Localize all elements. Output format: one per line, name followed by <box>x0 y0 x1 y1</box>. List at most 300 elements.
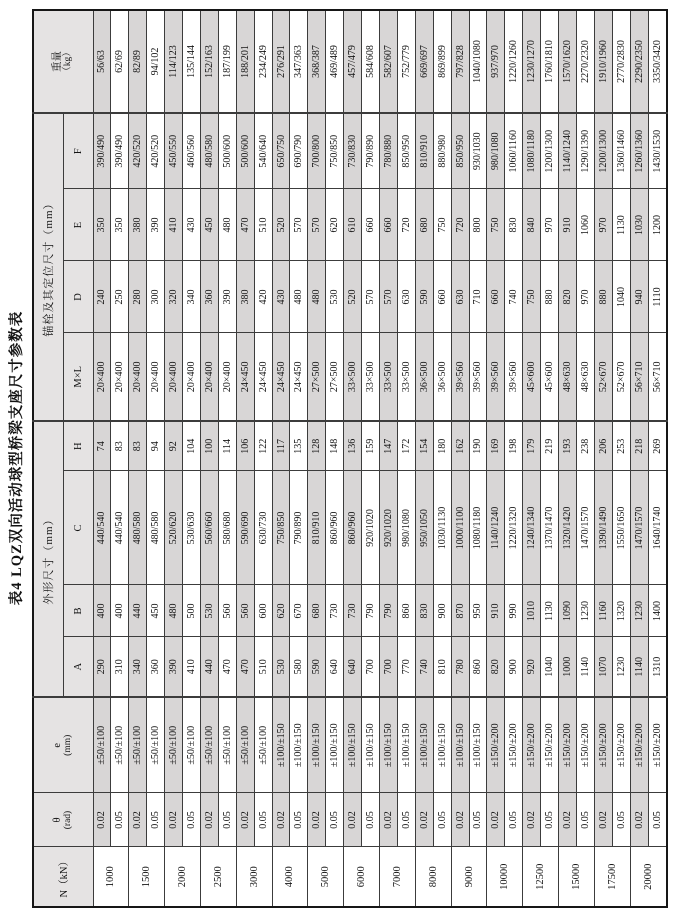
cell-h: 100 <box>200 421 218 471</box>
cell-a: 780 <box>451 637 469 697</box>
cell-n: 12500 <box>523 847 559 907</box>
cell-b: 600 <box>254 585 272 637</box>
cell-b: 1320 <box>612 585 630 637</box>
cell-w: 187/199 <box>218 10 236 113</box>
table-row <box>362 10 380 907</box>
cell-b: 400 <box>93 585 111 637</box>
cell-h: 193 <box>559 421 577 471</box>
cell-ee: 570 <box>290 189 308 261</box>
header-e-unit: (mm) <box>63 734 74 756</box>
cell-f: 790/890 <box>362 113 380 189</box>
table-row <box>111 10 129 907</box>
cell-a: 920 <box>523 637 541 697</box>
cell-theta: 0.02 <box>415 793 433 847</box>
cell-b: 1230 <box>576 585 594 637</box>
cell-b: 790 <box>362 585 380 637</box>
cell-w: 1760/1810 <box>541 10 559 113</box>
cell-d: 740 <box>505 261 523 333</box>
cell-b: 620 <box>272 585 290 637</box>
cell-ee: 680 <box>415 189 433 261</box>
cell-ml: 20×400 <box>93 333 111 421</box>
cell-d: 420 <box>254 261 272 333</box>
cell-c: 1390/1490 <box>594 471 612 585</box>
cell-c: 530/630 <box>183 471 201 585</box>
cell-ee: 510 <box>254 189 272 261</box>
cell-e: ±50/±100 <box>183 697 201 793</box>
table-row <box>165 10 183 907</box>
cell-a: 1310 <box>648 637 667 697</box>
cell-c: 1030/1130 <box>433 471 451 585</box>
bearing-dimension-table <box>32 9 668 908</box>
cell-w: 752/779 <box>397 10 415 113</box>
table-title: 表4 LQZ双向活动球型桥梁支座尺寸参数表 <box>9 310 25 606</box>
cell-c: 1370/1470 <box>541 471 559 585</box>
cell-theta: 0.05 <box>290 793 308 847</box>
header-f: F <box>63 113 93 189</box>
cell-f: 450/550 <box>165 113 183 189</box>
cell-d: 630 <box>451 261 469 333</box>
cell-ee: 610 <box>344 189 362 261</box>
cell-d: 1040 <box>612 261 630 333</box>
cell-ee: 970 <box>594 189 612 261</box>
cell-ml: 27×500 <box>308 333 326 421</box>
cell-d: 480 <box>290 261 308 333</box>
cell-f: 420/520 <box>147 113 165 189</box>
header-row-groups <box>33 10 63 907</box>
cell-ml: 20×400 <box>183 333 201 421</box>
cell-c: 560/660 <box>200 471 218 585</box>
cell-e: ±100/±150 <box>469 697 487 793</box>
cell-e: ±100/±150 <box>362 697 380 793</box>
cell-n: 17500 <box>594 847 630 907</box>
cell-ee: 830 <box>505 189 523 261</box>
cell-e: ±50/±100 <box>111 697 129 793</box>
cell-b: 1160 <box>594 585 612 637</box>
cell-a: 860 <box>469 637 487 697</box>
cell-w: 1230/1270 <box>523 10 541 113</box>
cell-e: ±100/±150 <box>272 697 290 793</box>
cell-c: 810/910 <box>308 471 326 585</box>
cell-e: ±50/±100 <box>147 697 165 793</box>
cell-ml: 20×400 <box>111 333 129 421</box>
cell-h: 269 <box>648 421 667 471</box>
cell-w: 669/697 <box>415 10 433 113</box>
table-row <box>218 10 236 907</box>
cell-f: 850/950 <box>397 113 415 189</box>
cell-w: 1570/1620 <box>559 10 577 113</box>
cell-e: ±100/±150 <box>326 697 344 793</box>
table-row <box>147 10 165 907</box>
cell-d: 570 <box>380 261 398 333</box>
cell-c: 860/960 <box>344 471 362 585</box>
cell-n: 8000 <box>415 847 451 907</box>
cell-theta: 0.05 <box>612 793 630 847</box>
cell-b: 1230 <box>630 585 648 637</box>
cell-h: 180 <box>433 421 451 471</box>
cell-ee: 1060 <box>576 189 594 261</box>
cell-n: 10000 <box>487 847 523 907</box>
table-row <box>129 10 147 907</box>
cell-ee: 450 <box>200 189 218 261</box>
cell-f: 1360/1460 <box>612 113 630 189</box>
cell-theta: 0.02 <box>487 793 505 847</box>
cell-w: 457/479 <box>344 10 362 113</box>
cell-d: 280 <box>129 261 147 333</box>
cell-ml: 24×450 <box>236 333 254 421</box>
cell-b: 870 <box>451 585 469 637</box>
cell-d: 940 <box>630 261 648 333</box>
cell-ml: 24×450 <box>290 333 308 421</box>
cell-ee: 970 <box>541 189 559 261</box>
cell-e: ±50/±100 <box>236 697 254 793</box>
table-row <box>576 10 594 907</box>
cell-ee: 910 <box>559 189 577 261</box>
cell-w: 797/828 <box>451 10 469 113</box>
cell-e: ±150/±200 <box>576 697 594 793</box>
cell-a: 640 <box>326 637 344 697</box>
header-d: D <box>63 261 93 333</box>
table-row <box>272 10 290 907</box>
cell-w: 94/102 <box>147 10 165 113</box>
cell-ml: 20×400 <box>200 333 218 421</box>
cell-theta: 0.02 <box>165 793 183 847</box>
cell-h: 74 <box>93 421 111 471</box>
cell-h: 83 <box>111 421 129 471</box>
cell-c: 950/1050 <box>415 471 433 585</box>
cell-d: 660 <box>433 261 451 333</box>
cell-e: ±100/±150 <box>451 697 469 793</box>
header-ml: M×L <box>63 333 93 421</box>
cell-w: 582/607 <box>380 10 398 113</box>
cell-f: 390/490 <box>111 113 129 189</box>
cell-ml: 52×670 <box>612 333 630 421</box>
cell-c: 1240/1340 <box>523 471 541 585</box>
cell-f: 650/750 <box>272 113 290 189</box>
cell-a: 900 <box>505 637 523 697</box>
cell-c: 590/690 <box>236 471 254 585</box>
cell-b: 1130 <box>541 585 559 637</box>
cell-f: 690/790 <box>290 113 308 189</box>
cell-ee: 840 <box>523 189 541 261</box>
cell-d: 300 <box>147 261 165 333</box>
cell-w: 584/608 <box>362 10 380 113</box>
cell-theta: 0.05 <box>147 793 165 847</box>
table-row <box>397 10 415 907</box>
cell-c: 1470/1570 <box>630 471 648 585</box>
table-row <box>630 10 648 907</box>
rotated-table-block <box>6 8 674 908</box>
cell-e: ±50/±100 <box>93 697 111 793</box>
cell-f: 1430/1530 <box>648 113 667 189</box>
cell-a: 770 <box>397 637 415 697</box>
cell-theta: 0.02 <box>200 793 218 847</box>
cell-theta: 0.02 <box>630 793 648 847</box>
cell-e: ±150/±200 <box>612 697 630 793</box>
cell-c: 580/680 <box>218 471 236 585</box>
cell-a: 640 <box>344 637 362 697</box>
cell-a: 1140 <box>630 637 648 697</box>
header-ee: E <box>63 189 93 261</box>
cell-h: 114 <box>218 421 236 471</box>
cell-c: 790/890 <box>290 471 308 585</box>
table-row <box>415 10 433 907</box>
table-row <box>326 10 344 907</box>
cell-n: 15000 <box>559 847 595 907</box>
cell-ml: 20×400 <box>218 333 236 421</box>
table-row <box>612 10 630 907</box>
cell-theta: 0.02 <box>451 793 469 847</box>
header-c: C <box>63 471 93 585</box>
cell-n: 3000 <box>236 847 272 907</box>
cell-f: 1200/1300 <box>541 113 559 189</box>
cell-w: 2270/2320 <box>576 10 594 113</box>
header-weight-unit: （kg） <box>63 47 74 76</box>
cell-c: 1470/1570 <box>576 471 594 585</box>
cell-a: 390 <box>165 637 183 697</box>
cell-a: 700 <box>362 637 380 697</box>
table-row <box>505 10 523 907</box>
cell-ml: 33×500 <box>362 333 380 421</box>
cell-h: 104 <box>183 421 201 471</box>
cell-a: 510 <box>254 637 272 697</box>
cell-n: 9000 <box>451 847 487 907</box>
cell-ee: 480 <box>218 189 236 261</box>
cell-n: 1000 <box>93 847 129 907</box>
header-n: N（kN） <box>33 847 93 907</box>
cell-theta: 0.05 <box>183 793 201 847</box>
cell-w: 1040/1080 <box>469 10 487 113</box>
cell-d: 880 <box>541 261 559 333</box>
cell-c: 1220/1320 <box>505 471 523 585</box>
cell-ml: 39×560 <box>505 333 523 421</box>
cell-h: 154 <box>415 421 433 471</box>
cell-d: 340 <box>183 261 201 333</box>
cell-ee: 720 <box>397 189 415 261</box>
cell-ml: 20×400 <box>129 333 147 421</box>
table-row <box>344 10 362 907</box>
cell-w: 2290/2350 <box>630 10 648 113</box>
cell-e: ±50/±100 <box>218 697 236 793</box>
cell-ml: 24×450 <box>254 333 272 421</box>
cell-n: 7000 <box>380 847 416 907</box>
cell-b: 830 <box>415 585 433 637</box>
cell-w: 188/201 <box>236 10 254 113</box>
cell-w: 347/363 <box>290 10 308 113</box>
cell-a: 590 <box>308 637 326 697</box>
cell-a: 700 <box>380 637 398 697</box>
cell-h: 190 <box>469 421 487 471</box>
table-row <box>254 10 272 907</box>
cell-w: 135/144 <box>183 10 201 113</box>
cell-h: 169 <box>487 421 505 471</box>
cell-h: 162 <box>451 421 469 471</box>
cell-d: 820 <box>559 261 577 333</box>
cell-f: 540/640 <box>254 113 272 189</box>
cell-w: 2770/2830 <box>612 10 630 113</box>
cell-n: 2000 <box>165 847 201 907</box>
cell-n: 6000 <box>344 847 380 907</box>
cell-e: ±150/±200 <box>487 697 505 793</box>
cell-e: ±50/±100 <box>200 697 218 793</box>
cell-a: 340 <box>129 637 147 697</box>
cell-b: 480 <box>165 585 183 637</box>
cell-c: 860/960 <box>326 471 344 585</box>
cell-h: 92 <box>165 421 183 471</box>
cell-c: 1320/1420 <box>559 471 577 585</box>
cell-f: 390/490 <box>93 113 111 189</box>
cell-b: 560 <box>236 585 254 637</box>
cell-e: ±150/±200 <box>505 697 523 793</box>
cell-h: 122 <box>254 421 272 471</box>
cell-d: 880 <box>594 261 612 333</box>
cell-theta: 0.05 <box>254 793 272 847</box>
cell-f: 810/910 <box>415 113 433 189</box>
cell-f: 1060/1160 <box>505 113 523 189</box>
cell-theta: 0.02 <box>380 793 398 847</box>
cell-c: 630/730 <box>254 471 272 585</box>
cell-ee: 410 <box>165 189 183 261</box>
header-weight-label: 重量 <box>52 51 64 72</box>
cell-a: 530 <box>272 637 290 697</box>
cell-ee: 520 <box>272 189 290 261</box>
cell-a: 810 <box>433 637 451 697</box>
cell-theta: 0.05 <box>469 793 487 847</box>
cell-e: ±100/±150 <box>415 697 433 793</box>
cell-a: 360 <box>147 637 165 697</box>
cell-d: 320 <box>165 261 183 333</box>
cell-w: 469/489 <box>326 10 344 113</box>
cell-b: 990 <box>505 585 523 637</box>
table-body <box>93 10 667 907</box>
cell-h: 179 <box>523 421 541 471</box>
cell-a: 290 <box>93 637 111 697</box>
cell-ee: 350 <box>111 189 129 261</box>
cell-a: 310 <box>111 637 129 697</box>
cell-ee: 620 <box>326 189 344 261</box>
cell-e: ±100/±150 <box>397 697 415 793</box>
cell-f: 1200/1300 <box>594 113 612 189</box>
cell-e: ±150/±200 <box>523 697 541 793</box>
cell-ml: 39×560 <box>487 333 505 421</box>
cell-h: 206 <box>594 421 612 471</box>
table-row <box>541 10 559 907</box>
cell-e: ±150/±200 <box>541 697 559 793</box>
cell-h: 135 <box>290 421 308 471</box>
cell-theta: 0.02 <box>308 793 326 847</box>
cell-theta: 0.02 <box>93 793 111 847</box>
cell-theta: 0.05 <box>326 793 344 847</box>
header-theta <box>33 793 93 847</box>
cell-n: 20000 <box>630 847 667 907</box>
cell-ee: 350 <box>93 189 111 261</box>
cell-b: 1090 <box>559 585 577 637</box>
cell-theta: 0.02 <box>344 793 362 847</box>
table-row <box>236 10 254 907</box>
cell-theta: 0.05 <box>433 793 451 847</box>
table-row <box>523 10 541 907</box>
header-a: A <box>63 637 93 697</box>
cell-f: 780/880 <box>380 113 398 189</box>
header-anchor-group: 锚栓及其定位尺寸（mm） <box>33 113 63 421</box>
cell-w: 234/249 <box>254 10 272 113</box>
cell-d: 480 <box>308 261 326 333</box>
cell-h: 128 <box>308 421 326 471</box>
cell-h: 218 <box>630 421 648 471</box>
cell-a: 440 <box>200 637 218 697</box>
cell-h: 253 <box>612 421 630 471</box>
table-row <box>433 10 451 907</box>
cell-w: 937/970 <box>487 10 505 113</box>
cell-ee: 750 <box>433 189 451 261</box>
cell-c: 440/540 <box>93 471 111 585</box>
table-row <box>200 10 218 907</box>
cell-c: 920/1020 <box>362 471 380 585</box>
cell-ee: 660 <box>380 189 398 261</box>
cell-b: 730 <box>344 585 362 637</box>
cell-w: 152/163 <box>200 10 218 113</box>
cell-theta: 0.02 <box>129 793 147 847</box>
cell-ee: 720 <box>451 189 469 261</box>
cell-a: 820 <box>487 637 505 697</box>
cell-h: 159 <box>362 421 380 471</box>
cell-e: ±50/±100 <box>165 697 183 793</box>
cell-a: 470 <box>236 637 254 697</box>
table-row <box>93 10 111 907</box>
cell-ee: 380 <box>129 189 147 261</box>
cell-ml: 24×450 <box>272 333 290 421</box>
cell-f: 1080/1180 <box>523 113 541 189</box>
cell-b: 790 <box>380 585 398 637</box>
cell-d: 630 <box>397 261 415 333</box>
cell-e: ±150/±200 <box>594 697 612 793</box>
cell-theta: 0.02 <box>272 793 290 847</box>
cell-h: 106 <box>236 421 254 471</box>
table-row <box>469 10 487 907</box>
cell-d: 710 <box>469 261 487 333</box>
cell-w: 56/63 <box>93 10 111 113</box>
cell-a: 1000 <box>559 637 577 697</box>
cell-w: 114/123 <box>165 10 183 113</box>
cell-ml: 39×560 <box>469 333 487 421</box>
cell-f: 700/800 <box>308 113 326 189</box>
cell-f: 1290/1390 <box>576 113 594 189</box>
cell-b: 950 <box>469 585 487 637</box>
header-e <box>33 697 93 793</box>
cell-ml: 36×500 <box>415 333 433 421</box>
cell-f: 480/580 <box>200 113 218 189</box>
cell-ml: 52×670 <box>594 333 612 421</box>
cell-b: 440 <box>129 585 147 637</box>
header-shape-group: 外形尺寸（mm） <box>33 421 63 697</box>
cell-ee: 750 <box>487 189 505 261</box>
cell-ee: 570 <box>308 189 326 261</box>
cell-ml: 33×500 <box>397 333 415 421</box>
cell-ml: 20×400 <box>147 333 165 421</box>
cell-c: 480/580 <box>129 471 147 585</box>
cell-f: 1260/1360 <box>630 113 648 189</box>
cell-ml: 45×600 <box>541 333 559 421</box>
cell-d: 240 <box>93 261 111 333</box>
cell-e: ±100/±150 <box>380 697 398 793</box>
cell-theta: 0.05 <box>541 793 559 847</box>
header-theta-symbol: θ <box>52 817 64 823</box>
cell-d: 530 <box>326 261 344 333</box>
table-row <box>290 10 308 907</box>
cell-a: 1140 <box>576 637 594 697</box>
cell-w: 82/89 <box>129 10 147 113</box>
cell-b: 560 <box>218 585 236 637</box>
header-b: B <box>63 585 93 637</box>
